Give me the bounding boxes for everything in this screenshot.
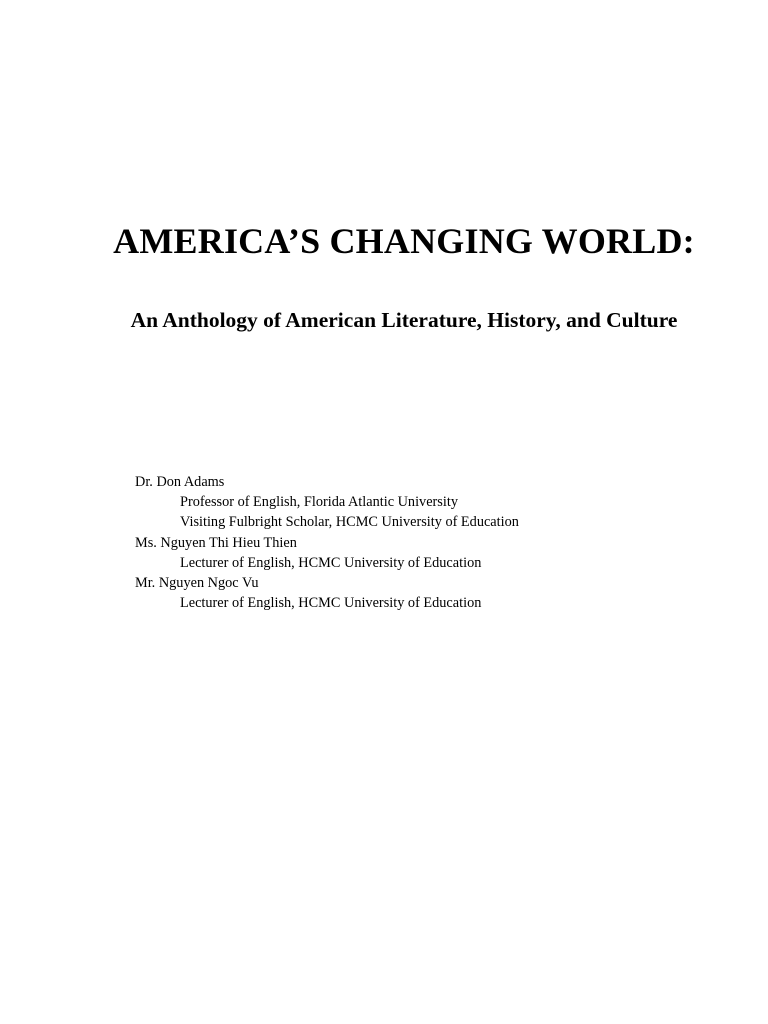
- author-name: Ms. Nguyen Thi Hieu Thien: [135, 534, 297, 551]
- document-subtitle: An Anthology of American Literature, History, and Culture: [130, 308, 678, 332]
- author-name: Mr. Nguyen Ngoc Vu: [135, 574, 259, 591]
- document-title: AMERICA’S CHANGING WORLD:: [113, 221, 695, 261]
- author-affiliation: Lecturer of English, HCMC University of Education: [180, 554, 482, 571]
- author-affiliation: Professor of English, Florida Atlantic University: [180, 494, 458, 511]
- author-list: [135, 472, 695, 613]
- author-name: Dr. Don Adams: [135, 474, 225, 490]
- author-affiliation: Lecturer of English, HCMC University of Education: [180, 595, 482, 612]
- author-affiliation: Visiting Fulbright Scholar, HCMC University of Education: [180, 514, 519, 531]
